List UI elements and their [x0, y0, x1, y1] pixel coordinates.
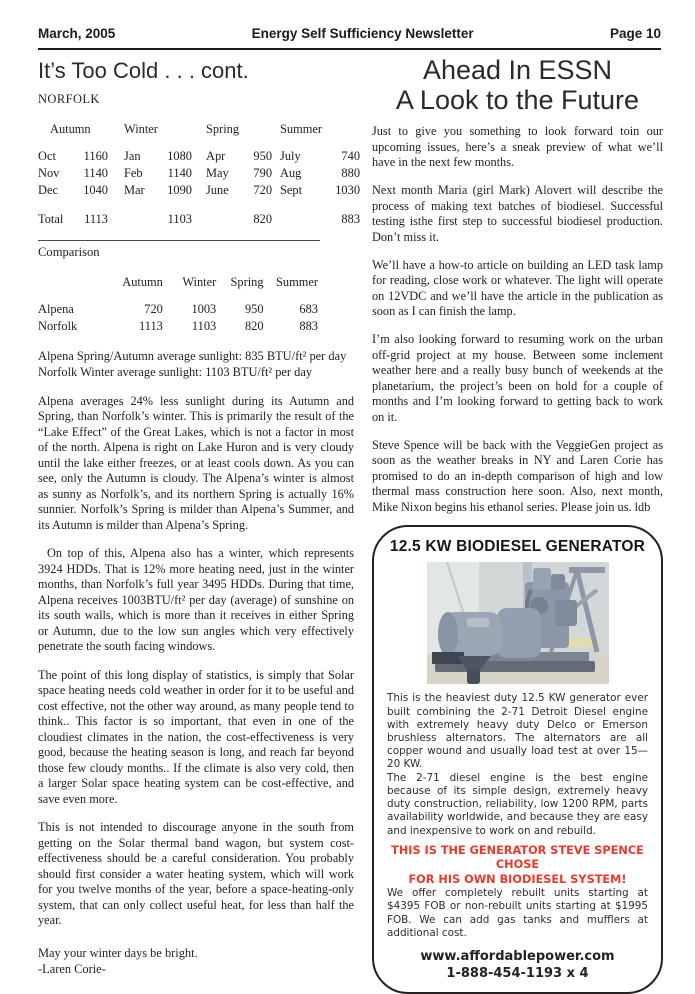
month-cell: Nov [38, 166, 60, 180]
newsletter-title: Energy Self Sufficiency Newsletter [251, 26, 474, 41]
article-paragraph: Next month Maria (girl Mark) Alovert will describe the process of making text batches of biodiesel. Successful testing isthe first step to successful biodiesel production. Don’t miss it. [372, 183, 663, 244]
city-label: Norfolk [38, 319, 78, 333]
month-cell: Feb [124, 166, 143, 180]
month-cell: Oct [38, 149, 56, 163]
article-paragraph: I’m also looking forward to resuming work on the urban off-grid project at my house. Between some inclement weather here and a really busy bunch of weekends at the planetarium, the project’s been on hold for a couple of months and I’m looking forward to getting back to work on it. [372, 332, 663, 424]
article-paragraph: Steve Spence will be back with the VeggieGen project as soon as the weather breaks in NY and Laren Corie has promised to do an in-depth comparison of high and low thermal mass construction here soon. Also, next month, Mike Nixon begins his ethanol series. Please join us. ldb [372, 437, 663, 514]
month-cell: Sept [280, 183, 303, 197]
closing-line: May your winter days be bright. [38, 945, 198, 960]
value-cell: 720 [144, 302, 163, 316]
issue-date: March, 2005 [38, 26, 116, 41]
city-label: Alpena [38, 302, 74, 316]
generator-photo [427, 562, 609, 684]
article-closing [38, 945, 354, 977]
section-title-line2: A Look to the Future [395, 85, 640, 116]
table-row [38, 148, 360, 165]
season-header: Winter [124, 122, 158, 136]
generator-advertisement [372, 525, 663, 994]
author-signature: -Laren Corie- [38, 961, 106, 976]
masthead [38, 26, 661, 50]
value-cell: 880 [341, 166, 361, 180]
total-value: 1103 [167, 212, 192, 226]
norfolk-sunlight-table [38, 121, 360, 228]
total-value: 1113 [84, 212, 108, 226]
ad-highlight-text [387, 844, 648, 888]
ad-contact-block [387, 948, 648, 982]
sunlight-note: Norfolk Winter average sunlight: 1103 BTU/ft² per day [38, 364, 313, 379]
ad-paragraph: We offer completely rebuilt units starting at $4395 FOB or non-rebuilt units starting at $1995 FOB. We can add gas tanks and mufflers at additional cost. [387, 887, 648, 939]
article-title: It’s Too Cold . . . cont. [38, 58, 249, 83]
left-column [38, 55, 361, 994]
article-paragraph: On top of this, Alpena also has a winter, which represents 3924 HDDs. That is 12% more heating need, just in the winter months, than Norfolk’s full year 3495 HDDs. During that time, Alpena receives 1003BTU/ft² per day (average) of sunshine on its south walls, which is more than it receives in either Spring or Autumn, due to the low sun angles which very effectively penetrate the south facing windows. [38, 546, 354, 654]
value-cell: 790 [253, 166, 273, 180]
section-title [372, 55, 663, 115]
ad-highlight-line2: FOR HIS OWN BIODIESEL SYSTEM! [408, 872, 627, 886]
ad-highlight-line1: THIS IS THE GENERATOR STEVE SPENCE CHOSE [391, 843, 644, 872]
value-cell: 1030 [335, 183, 361, 197]
table-row [38, 165, 360, 182]
ad-title: 12.5 KW BIODIESEL GENERATOR [389, 538, 646, 556]
value-cell: 1080 [167, 149, 192, 163]
value-cell: 740 [341, 149, 361, 163]
article-paragraph: We’ll have a how-to article on building an LED task lamp for reading, close work or whatever. The light will operate on 12VDC and we’ll have the article in the publication as soon as I can finish the lamp. [372, 257, 663, 319]
article-paragraph: Alpena averages 24% less sunlight during its Autumn and Spring, than Norfolk’s winter. This is primarily the result of the “Lake Effect” of the Great Lakes, which is not a factor in most of the north. Alpena is right on Lake Huron and is very cloudy until the lake either freezes, or at least cools down. As you can see, only the Autumn is cloudy. The Alpena’s winter is almost as sunny as Norfolk’s, and its northern Spring is actually 16% sunnier. Norfolk’s Spring is milder than Alpena’s Summer, and its Autumn is milder than Alpena’s Spring. [38, 393, 354, 532]
season-header: Summer [276, 275, 318, 289]
value-cell: 950 [253, 149, 273, 163]
table-total-row [38, 199, 360, 228]
article-paragraph: Just to give you something to look forward toin our upcoming issues, here’s a sneak preview of what we’ll have in the next few months. [372, 124, 663, 170]
comparison-table [38, 274, 318, 335]
right-column [372, 55, 663, 994]
season-header: Autumn [122, 275, 163, 289]
value-cell: 1140 [83, 166, 108, 180]
season-header: Spring [230, 275, 264, 289]
value-cell: 1140 [167, 166, 192, 180]
ad-phone: 1-888-454-1193 x 4 [446, 966, 589, 982]
value-cell: 820 [244, 319, 264, 333]
table-row [38, 121, 360, 148]
sunlight-note: Alpena Spring/Autumn average sunlight: 835 BTU/ft² per day [38, 349, 347, 363]
month-cell: Mar [124, 183, 145, 197]
section-title-line1: Ahead In ESSN [422, 55, 613, 85]
section-divider [38, 240, 320, 241]
value-cell: 1103 [191, 319, 217, 333]
month-cell: July [280, 149, 301, 163]
value-cell: 683 [299, 302, 318, 316]
sunlight-notes [38, 349, 354, 381]
two-column-layout [38, 55, 661, 994]
ad-paragraph: This is the heaviest duty 12.5 KW generator ever built combining the 2-71 Detroit Diesel engine with extremely heavy duty Delco or Emerson brushless alternators. The alternators are all copper wound and usually load test at over 15—20 KW. [387, 692, 648, 771]
ad-website: www.affordablepower.com [420, 949, 615, 965]
value-cell: 720 [253, 183, 273, 197]
table-row [38, 318, 318, 335]
season-header: Spring [206, 122, 240, 136]
month-cell: June [206, 183, 229, 197]
page-number: Page 10 [609, 26, 661, 41]
month-cell: Jan [124, 149, 141, 163]
table-row [38, 274, 318, 301]
season-header: Summer [280, 122, 323, 136]
month-cell: Dec [38, 183, 58, 197]
table-row [38, 182, 360, 199]
location-label: NORFOLK [38, 92, 100, 106]
season-header: Autumn [50, 122, 91, 136]
total-value: 820 [253, 212, 273, 226]
total-value: 883 [341, 212, 361, 226]
value-cell: 1160 [83, 149, 108, 163]
comparison-label: Comparison [38, 245, 100, 259]
month-cell: Apr [206, 149, 226, 163]
value-cell: 950 [244, 302, 264, 316]
month-cell: May [206, 166, 229, 180]
article-paragraph: The point of this long display of statistics, is simply that Solar space heating needs cold weather in order for it to be useful and cost effective, not the other way around, as many people tend to think.. This factor is so important, that even in one of the cloudiest climates in the nation, the cost-effectiveness is very good, because the heating season is long, and reach far beyond those few cloudy months.. If the climate is also very cold, then a larger Solar space heating system can be cost-effective, and save even more. [38, 667, 354, 806]
value-cell: 1040 [83, 183, 108, 197]
table-row [38, 301, 318, 318]
value-cell: 1003 [191, 302, 217, 316]
month-cell: Aug [280, 166, 302, 180]
total-label: Total [38, 212, 64, 226]
value-cell: 1113 [139, 319, 163, 333]
value-cell: 1090 [167, 183, 192, 197]
ad-paragraph: The 2-71 diesel engine is the best engine because of its simple design, extremely heavy duty construction, reliability, low 1200 RPM, parts availability worldwide, and because they are easy and inexpensive to work on and rebuild. [387, 771, 648, 837]
article-paragraph: This is not intended to discourage anyone in the south from getting on the Solar thermal band wagon, but system cost-effectiveness should be a careful consideration. You probably should first consider a water heating system, which will work for you twelve months of the year, before a space-heating-only system, that can only collect useful heat, for less than half the year. [38, 820, 354, 928]
value-cell: 883 [299, 319, 318, 333]
season-header: Winter [182, 275, 217, 289]
